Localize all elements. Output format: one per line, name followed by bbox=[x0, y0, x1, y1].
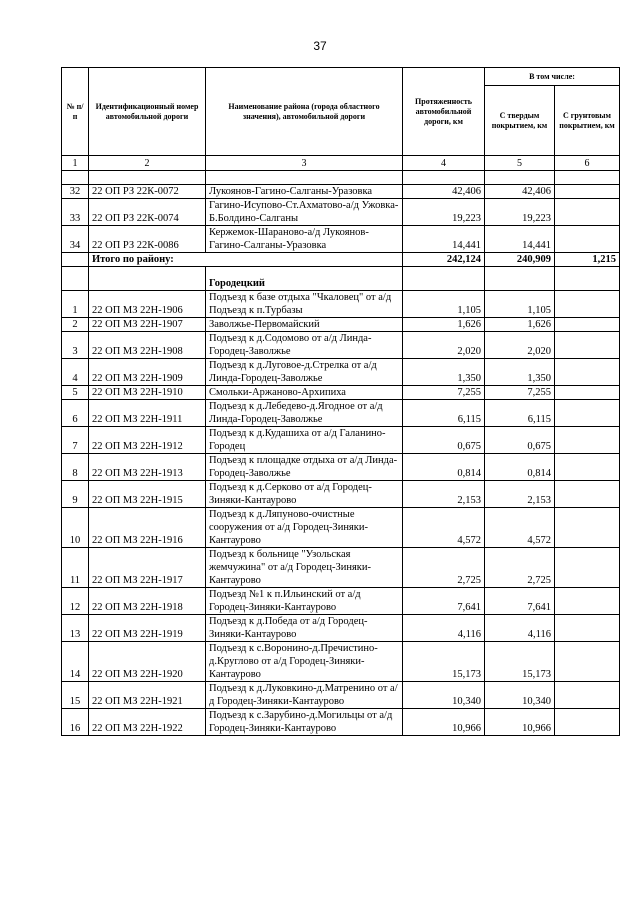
table-row bbox=[62, 332, 620, 359]
table-row bbox=[62, 682, 620, 709]
table-body-top bbox=[62, 185, 620, 253]
road-id: 22 ОП МЗ 22Н-1918 bbox=[89, 588, 206, 615]
row-number: 2 bbox=[62, 318, 89, 332]
soft-surface-length bbox=[555, 386, 620, 400]
row-number: 9 bbox=[62, 481, 89, 508]
road-name: Подъезд к д.Луковкино-д.Матренино от а/д Городец-Зиняки-Кантаурово bbox=[206, 682, 403, 709]
road-length: 7,255 bbox=[403, 386, 485, 400]
soft-surface-length bbox=[555, 508, 620, 548]
road-id: 22 ОП МЗ 22Н-1909 bbox=[89, 359, 206, 386]
soft-surface-length bbox=[555, 709, 620, 736]
column-index: 5 bbox=[485, 156, 555, 171]
soft-surface-length bbox=[555, 682, 620, 709]
row-number: 3 bbox=[62, 332, 89, 359]
hard-surface-length: 0,814 bbox=[485, 454, 555, 481]
soft-surface-length bbox=[555, 199, 620, 226]
road-length: 6,115 bbox=[403, 400, 485, 427]
table-row bbox=[62, 226, 620, 253]
hard-surface-length: 14,441 bbox=[485, 226, 555, 253]
header-road-name: Наименование района (города областного значения), автомобильной дороги bbox=[206, 68, 403, 156]
hard-surface-length: 4,572 bbox=[485, 508, 555, 548]
road-name: Подъезд к д.Серково от а/д Городец-Зиняки-Кантаурово bbox=[206, 481, 403, 508]
road-length: 0,814 bbox=[403, 454, 485, 481]
column-index: 4 bbox=[403, 156, 485, 171]
table-row bbox=[62, 199, 620, 226]
road-length: 42,406 bbox=[403, 185, 485, 199]
road-name: Подъезд к с.Воронино-д.Пречистино-д.Круглово от а/д Городец-Зиняки-Кантаурово bbox=[206, 642, 403, 682]
road-id: 22 ОП МЗ 22Н-1919 bbox=[89, 615, 206, 642]
soft-surface-length bbox=[555, 454, 620, 481]
road-length: 1,350 bbox=[403, 359, 485, 386]
hard-surface-length: 2,725 bbox=[485, 548, 555, 588]
soft-surface-length bbox=[555, 642, 620, 682]
road-name: Заволжье-Первомайский bbox=[206, 318, 403, 332]
header-length: Протяженность автомобильной дороги, км bbox=[403, 68, 485, 156]
road-name: Подъезд к д.Кудашиха от а/д Галанино-Городец bbox=[206, 427, 403, 454]
table-row bbox=[62, 291, 620, 318]
soft-surface-length bbox=[555, 318, 620, 332]
spacer-row bbox=[62, 171, 620, 185]
table-row bbox=[62, 615, 620, 642]
hard-surface-length: 2,153 bbox=[485, 481, 555, 508]
column-index: 6 bbox=[555, 156, 620, 171]
road-id: 22 ОП МЗ 22Н-1920 bbox=[89, 642, 206, 682]
road-name: Смольки-Аржаново-Архипиха bbox=[206, 386, 403, 400]
road-name: Гагино-Исупово-Ст.Ахматово-а/д Ужовка-Б.Болдино-Салганы bbox=[206, 199, 403, 226]
header-road-id: Идентификационный номер автомобильной дороги bbox=[89, 68, 206, 156]
table-row bbox=[62, 359, 620, 386]
road-name: Подъезд к д.Лебедево-д.Ягодное от а/д Линда-Городец-Заволжье bbox=[206, 400, 403, 427]
road-name: Подъезд №1 к п.Ильинский от а/д Городец-Зиняки-Кантаурово bbox=[206, 588, 403, 615]
road-length: 10,966 bbox=[403, 709, 485, 736]
road-id: 22 ОП МЗ 22Н-1917 bbox=[89, 548, 206, 588]
total-hard: 240,909 bbox=[485, 253, 555, 267]
hard-surface-length: 15,173 bbox=[485, 642, 555, 682]
road-name: Подъезд к д.Луговое-д.Стрелка от а/д Линда-Городец-Заволжье bbox=[206, 359, 403, 386]
table-row bbox=[62, 400, 620, 427]
soft-surface-length bbox=[555, 481, 620, 508]
soft-surface-length bbox=[555, 400, 620, 427]
column-index: 2 bbox=[89, 156, 206, 171]
table-row bbox=[62, 588, 620, 615]
header-number: № п/п bbox=[62, 68, 89, 156]
table-row bbox=[62, 481, 620, 508]
road-length: 7,641 bbox=[403, 588, 485, 615]
column-index: 3 bbox=[206, 156, 403, 171]
road-name: Подъезд к базе отдыха "Чкаловец" от а/д Подъезд к п.Турбазы bbox=[206, 291, 403, 318]
table-row bbox=[62, 454, 620, 481]
header-soft-surface: С грунтовым покрытием, км bbox=[555, 86, 620, 156]
table-body-bottom bbox=[62, 291, 620, 736]
hard-surface-length: 1,105 bbox=[485, 291, 555, 318]
soft-surface-length bbox=[555, 332, 620, 359]
soft-surface-length bbox=[555, 291, 620, 318]
road-length: 2,153 bbox=[403, 481, 485, 508]
section-row bbox=[62, 267, 620, 291]
table-row bbox=[62, 427, 620, 454]
table-body-summary bbox=[62, 253, 620, 291]
table-row bbox=[62, 508, 620, 548]
total-label: Итого по району: bbox=[89, 253, 403, 267]
table-row bbox=[62, 642, 620, 682]
soft-surface-length bbox=[555, 427, 620, 454]
road-id: 22 ОП МЗ 22Н-1921 bbox=[89, 682, 206, 709]
road-length: 19,223 bbox=[403, 199, 485, 226]
row-number: 16 bbox=[62, 709, 89, 736]
hard-surface-length: 19,223 bbox=[485, 199, 555, 226]
table-row bbox=[62, 318, 620, 332]
table-row bbox=[62, 185, 620, 199]
hard-surface-length: 1,626 bbox=[485, 318, 555, 332]
hard-surface-length: 10,966 bbox=[485, 709, 555, 736]
soft-surface-length bbox=[555, 185, 620, 199]
table-row bbox=[62, 548, 620, 588]
road-length: 15,173 bbox=[403, 642, 485, 682]
soft-surface-length bbox=[555, 226, 620, 253]
road-id: 22 ОП РЗ 22К-0072 bbox=[89, 185, 206, 199]
row-number: 32 bbox=[62, 185, 89, 199]
road-id: 22 ОП МЗ 22Н-1913 bbox=[89, 454, 206, 481]
road-name: Лукоянов-Гагино-Салганы-Уразовка bbox=[206, 185, 403, 199]
row-number: 11 bbox=[62, 548, 89, 588]
road-length: 4,572 bbox=[403, 508, 485, 548]
column-index: 1 bbox=[62, 156, 89, 171]
column-index-row bbox=[62, 156, 620, 171]
road-id: 22 ОП МЗ 22Н-1910 bbox=[89, 386, 206, 400]
row-number: 5 bbox=[62, 386, 89, 400]
roads-table bbox=[61, 67, 620, 736]
row-number: 7 bbox=[62, 427, 89, 454]
hard-surface-length: 0,675 bbox=[485, 427, 555, 454]
road-length: 4,116 bbox=[403, 615, 485, 642]
hard-surface-length: 42,406 bbox=[485, 185, 555, 199]
hard-surface-length: 10,340 bbox=[485, 682, 555, 709]
road-id: 22 ОП МЗ 22Н-1908 bbox=[89, 332, 206, 359]
hard-surface-length: 7,255 bbox=[485, 386, 555, 400]
hard-surface-length: 2,020 bbox=[485, 332, 555, 359]
road-id: 22 ОП МЗ 22Н-1906 bbox=[89, 291, 206, 318]
table-row bbox=[62, 386, 620, 400]
hard-surface-length: 7,641 bbox=[485, 588, 555, 615]
hard-surface-length: 6,115 bbox=[485, 400, 555, 427]
row-number: 34 bbox=[62, 226, 89, 253]
road-id: 22 ОП МЗ 22Н-1915 bbox=[89, 481, 206, 508]
row-number: 10 bbox=[62, 508, 89, 548]
road-name: Подъезд к д.Содомово от а/д Линда-Городец-Заволжье bbox=[206, 332, 403, 359]
road-id: 22 ОП РЗ 22К-0074 bbox=[89, 199, 206, 226]
table-row bbox=[62, 709, 620, 736]
road-name: Подъезд к площадке отдыха от а/д Линда-Городец-Заволжье bbox=[206, 454, 403, 481]
road-name: Подъезд к д.Ляпуново-очистные сооружения от а/д Городец-Зиняки-Кантаурово bbox=[206, 508, 403, 548]
road-name: Подъезд к больнице "Узольская жемчужина" от а/д Городец-Зиняки-Кантаурово bbox=[206, 548, 403, 588]
road-name: Кержемок-Шараново-а/д Лукоянов-Гагино-Салганы-Уразовка bbox=[206, 226, 403, 253]
soft-surface-length bbox=[555, 588, 620, 615]
row-number: 15 bbox=[62, 682, 89, 709]
road-length: 0,675 bbox=[403, 427, 485, 454]
road-id: 22 ОП РЗ 22К-0086 bbox=[89, 226, 206, 253]
road-length: 1,105 bbox=[403, 291, 485, 318]
row-number: 12 bbox=[62, 588, 89, 615]
road-id: 22 ОП МЗ 22Н-1922 bbox=[89, 709, 206, 736]
hard-surface-length: 1,350 bbox=[485, 359, 555, 386]
road-id: 22 ОП МЗ 22Н-1912 bbox=[89, 427, 206, 454]
row-number: 33 bbox=[62, 199, 89, 226]
road-name: Подъезд к с.Зарубино-д.Могильцы от а/д Городец-Зиняки-Кантаурово bbox=[206, 709, 403, 736]
road-length: 2,020 bbox=[403, 332, 485, 359]
row-number: 14 bbox=[62, 642, 89, 682]
soft-surface-length bbox=[555, 359, 620, 386]
header-hard-surface: С твердым покрытием, км bbox=[485, 86, 555, 156]
row-number: 6 bbox=[62, 400, 89, 427]
hard-surface-length: 4,116 bbox=[485, 615, 555, 642]
road-id: 22 ОП МЗ 22Н-1916 bbox=[89, 508, 206, 548]
row-number: 8 bbox=[62, 454, 89, 481]
total-row bbox=[62, 253, 620, 267]
page-number: 37 bbox=[313, 39, 327, 53]
road-id: 22 ОП МЗ 22Н-1911 bbox=[89, 400, 206, 427]
section-title: Городецкий bbox=[206, 267, 403, 291]
soft-surface-length bbox=[555, 615, 620, 642]
road-name: Подъезд к д.Победа от а/д Городец-Зиняки-Кантаурово bbox=[206, 615, 403, 642]
road-length: 1,626 bbox=[403, 318, 485, 332]
row-number: 13 bbox=[62, 615, 89, 642]
road-length: 2,725 bbox=[403, 548, 485, 588]
soft-surface-length bbox=[555, 548, 620, 588]
road-length: 10,340 bbox=[403, 682, 485, 709]
row-number: 1 bbox=[62, 291, 89, 318]
road-length: 14,441 bbox=[403, 226, 485, 253]
header-group: В том числе: bbox=[485, 68, 620, 86]
row-number: 4 bbox=[62, 359, 89, 386]
total-soft: 1,215 bbox=[555, 253, 620, 267]
road-id: 22 ОП МЗ 22Н-1907 bbox=[89, 318, 206, 332]
total-length: 242,124 bbox=[403, 253, 485, 267]
